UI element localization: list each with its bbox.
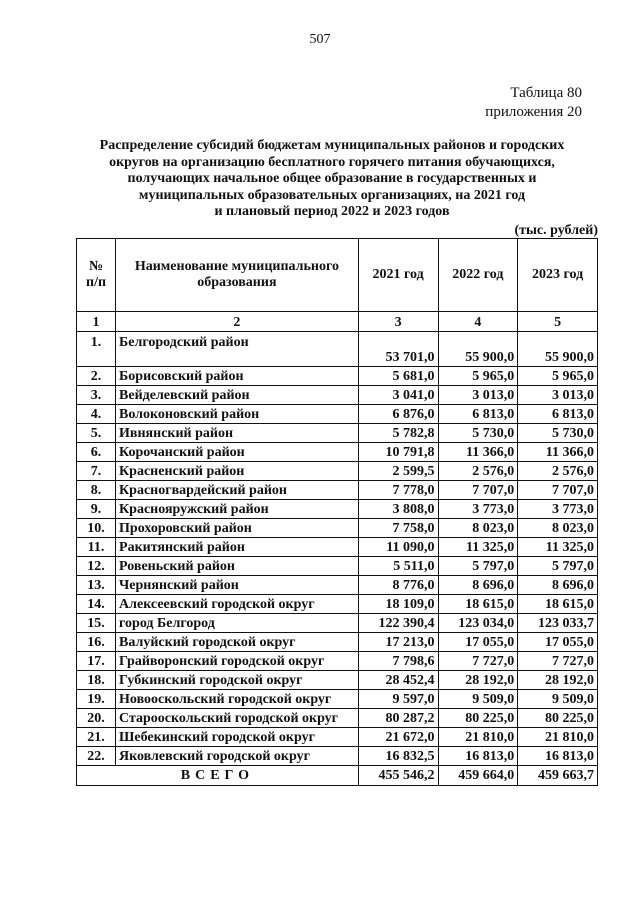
row-value-2022: 18 615,0 (438, 595, 518, 614)
row-number: 4. (77, 405, 116, 424)
subsidy-table (76, 238, 598, 786)
row-value-2023: 11 366,0 (518, 443, 598, 462)
table-row (77, 386, 598, 405)
row-number: 21. (77, 728, 116, 747)
row-value-2022: 123 034,0 (438, 614, 518, 633)
row-value-2021: 17 213,0 (358, 633, 438, 652)
row-value-2023: 8 023,0 (518, 519, 598, 538)
table-row (77, 481, 598, 500)
table-ref-line1: Таблица 80 (510, 85, 582, 101)
title-line1: Распределение субсидий бюджетам муниципальных районов и городских (99, 138, 565, 153)
row-value-2021: 5 681,0 (358, 367, 438, 386)
row-number: 17. (77, 652, 116, 671)
row-value-2023: 5 797,0 (518, 557, 598, 576)
row-value-2022: 8 696,0 (438, 576, 518, 595)
table-row (77, 633, 598, 652)
row-name: Алексеевский городской округ (116, 595, 359, 614)
title-line5: и плановый период 2022 и 2023 годов (214, 204, 450, 219)
row-name: Старооскольский городской округ (116, 709, 359, 728)
row-name: Губкинский городской округ (116, 671, 359, 690)
row-number: 13. (77, 576, 116, 595)
row-value-2023: 17 055,0 (518, 633, 598, 652)
column-index: 3 (358, 312, 438, 332)
row-value-2021: 8 776,0 (358, 576, 438, 595)
header-num-line2: п/п (86, 275, 107, 290)
title-line4: муниципальных образовательных организациях, на 2021 год (138, 187, 526, 203)
row-value-2022: 7 707,0 (438, 481, 518, 500)
page-number: 507 (309, 32, 331, 47)
total-2023: 459 663,7 (518, 766, 598, 786)
row-value-2021: 16 832,5 (358, 747, 438, 766)
title-line3: получающих начальное общее образование в государственных и (127, 171, 537, 186)
row-number: 18. (77, 671, 116, 690)
row-name: Красненский район (116, 462, 359, 481)
table-row (77, 538, 598, 557)
row-value-2023: 80 225,0 (518, 709, 598, 728)
row-value-2021: 7 798,6 (358, 652, 438, 671)
row-number: 20. (77, 709, 116, 728)
row-number: 15. (77, 614, 116, 633)
row-value-2022: 7 727,0 (438, 652, 518, 671)
row-number: 11. (77, 538, 116, 557)
row-value-2022: 80 225,0 (438, 709, 518, 728)
column-index: 4 (438, 312, 518, 332)
row-value-2023: 28 192,0 (518, 671, 598, 690)
row-value-2023: 123 033,7 (518, 614, 598, 633)
row-number: 12. (77, 557, 116, 576)
header-name (116, 239, 359, 312)
row-value-2023: 7 707,0 (518, 481, 598, 500)
header-num-line1: № (88, 259, 104, 274)
row-value-2021: 3 041,0 (358, 386, 438, 405)
row-value-2023: 18 615,0 (518, 595, 598, 614)
header-name-line1: Наименование муниципального (134, 259, 339, 274)
row-value-2022: 5 797,0 (438, 557, 518, 576)
table-row (77, 671, 598, 690)
row-value-2022: 16 813,0 (438, 747, 518, 766)
row-number: 22. (77, 747, 116, 766)
document-title (70, 138, 594, 221)
row-number: 6. (77, 443, 116, 462)
row-value-2023: 5 730,0 (518, 424, 598, 443)
header-num (77, 239, 116, 312)
row-value-2023: 2 576,0 (518, 462, 598, 481)
row-value-2022: 21 810,0 (438, 728, 518, 747)
table-row (77, 690, 598, 709)
row-value-2022: 2 576,0 (438, 462, 518, 481)
table-row (77, 500, 598, 519)
row-name: Чернянский район (116, 576, 359, 595)
row-value-2023: 21 810,0 (518, 728, 598, 747)
row-name: Грайворонский городской округ (116, 652, 359, 671)
row-value-2021: 21 672,0 (358, 728, 438, 747)
table-row (77, 367, 598, 386)
row-value-2021: 7 778,0 (358, 481, 438, 500)
header-2021: 2021 год (358, 239, 438, 312)
table-row (77, 652, 598, 671)
row-name: Новооскольский городской округ (116, 690, 359, 709)
row-number: 5. (77, 424, 116, 443)
row-value-2022: 5 965,0 (438, 367, 518, 386)
units-label: (тыс. рублей) (514, 223, 598, 238)
row-name: Яковлевский городской округ (116, 747, 359, 766)
row-number: 3. (77, 386, 116, 405)
table-row (77, 747, 598, 766)
row-value-2023: 3 013,0 (518, 386, 598, 405)
row-value-2022: 8 023,0 (438, 519, 518, 538)
row-name: Вейделевский район (116, 386, 359, 405)
row-value-2021: 122 390,4 (358, 614, 438, 633)
row-number: 8. (77, 481, 116, 500)
total-label: ВСЕГО (77, 766, 359, 786)
table-row (77, 614, 598, 633)
row-name: Борисовский район (116, 367, 359, 386)
row-number: 14. (77, 595, 116, 614)
row-value-2023: 9 509,0 (518, 690, 598, 709)
row-name: Шебекинский городской округ (116, 728, 359, 747)
header-row (77, 239, 598, 312)
table-row (77, 443, 598, 462)
row-name: город Белгород (116, 614, 359, 633)
row-value-2022: 28 192,0 (438, 671, 518, 690)
row-name: Ракитянский район (116, 538, 359, 557)
row-value-2023: 7 727,0 (518, 652, 598, 671)
table-row (77, 332, 598, 367)
table-row (77, 424, 598, 443)
row-value-2021: 9 597,0 (358, 690, 438, 709)
row-value-2022: 3 013,0 (438, 386, 518, 405)
table-row (77, 576, 598, 595)
row-name: Корочанский район (116, 443, 359, 462)
row-name: Ровеньский район (116, 557, 359, 576)
column-index: 5 (518, 312, 598, 332)
row-number: 10. (77, 519, 116, 538)
total-2022: 459 664,0 (438, 766, 518, 786)
row-name: Волоконовский район (116, 405, 359, 424)
table-reference (485, 84, 582, 122)
header-2022: 2022 год (438, 239, 518, 312)
row-value-2022: 17 055,0 (438, 633, 518, 652)
row-name: Краснояружский район (116, 500, 359, 519)
row-value-2021: 3 808,0 (358, 500, 438, 519)
row-number: 19. (77, 690, 116, 709)
title-line2: округов на организацию бесплатного горячего питания обучающихся, (109, 154, 555, 170)
row-value-2021: 80 287,2 (358, 709, 438, 728)
row-value-2021: 11 090,0 (358, 538, 438, 557)
row-value-2023: 55 900,0 (518, 332, 598, 367)
column-index: 2 (116, 312, 359, 332)
row-value-2021: 5 511,0 (358, 557, 438, 576)
row-value-2022: 11 325,0 (438, 538, 518, 557)
row-value-2021: 18 109,0 (358, 595, 438, 614)
row-name: Прохоровский район (116, 519, 359, 538)
row-value-2021: 5 782,8 (358, 424, 438, 443)
header-2023: 2023 год (518, 239, 598, 312)
column-index: 1 (77, 312, 116, 332)
row-value-2022: 55 900,0 (438, 332, 518, 367)
table-row (77, 709, 598, 728)
row-value-2023: 6 813,0 (518, 405, 598, 424)
header-name-line2: образования (197, 275, 277, 290)
row-name: Красногвардейский район (116, 481, 359, 500)
row-value-2021: 6 876,0 (358, 405, 438, 424)
row-value-2023: 5 965,0 (518, 367, 598, 386)
row-name: Валуйский городской округ (116, 633, 359, 652)
row-number: 7. (77, 462, 116, 481)
row-value-2021: 28 452,4 (358, 671, 438, 690)
total-2021: 455 546,2 (358, 766, 438, 786)
row-value-2022: 3 773,0 (438, 500, 518, 519)
row-number: 9. (77, 500, 116, 519)
table-row (77, 557, 598, 576)
table-body (77, 332, 598, 766)
row-value-2023: 3 773,0 (518, 500, 598, 519)
row-value-2023: 11 325,0 (518, 538, 598, 557)
row-number: 1. (77, 332, 116, 367)
table-row (77, 595, 598, 614)
row-value-2022: 5 730,0 (438, 424, 518, 443)
row-number: 2. (77, 367, 116, 386)
row-value-2021: 2 599,5 (358, 462, 438, 481)
row-value-2022: 11 366,0 (438, 443, 518, 462)
total-row (77, 766, 598, 786)
row-value-2022: 6 813,0 (438, 405, 518, 424)
table-row (77, 405, 598, 424)
table-row (77, 519, 598, 538)
row-value-2021: 7 758,0 (358, 519, 438, 538)
row-value-2022: 9 509,0 (438, 690, 518, 709)
row-value-2023: 8 696,0 (518, 576, 598, 595)
row-name: Белгородский район (116, 332, 359, 367)
table-row (77, 462, 598, 481)
column-index-row (77, 312, 598, 332)
table-ref-line2: приложения 20 (485, 104, 582, 120)
table-row (77, 728, 598, 747)
row-number: 16. (77, 633, 116, 652)
row-value-2023: 16 813,0 (518, 747, 598, 766)
row-name: Ивнянский район (116, 424, 359, 443)
row-value-2021: 10 791,8 (358, 443, 438, 462)
row-value-2021: 53 701,0 (358, 332, 438, 367)
